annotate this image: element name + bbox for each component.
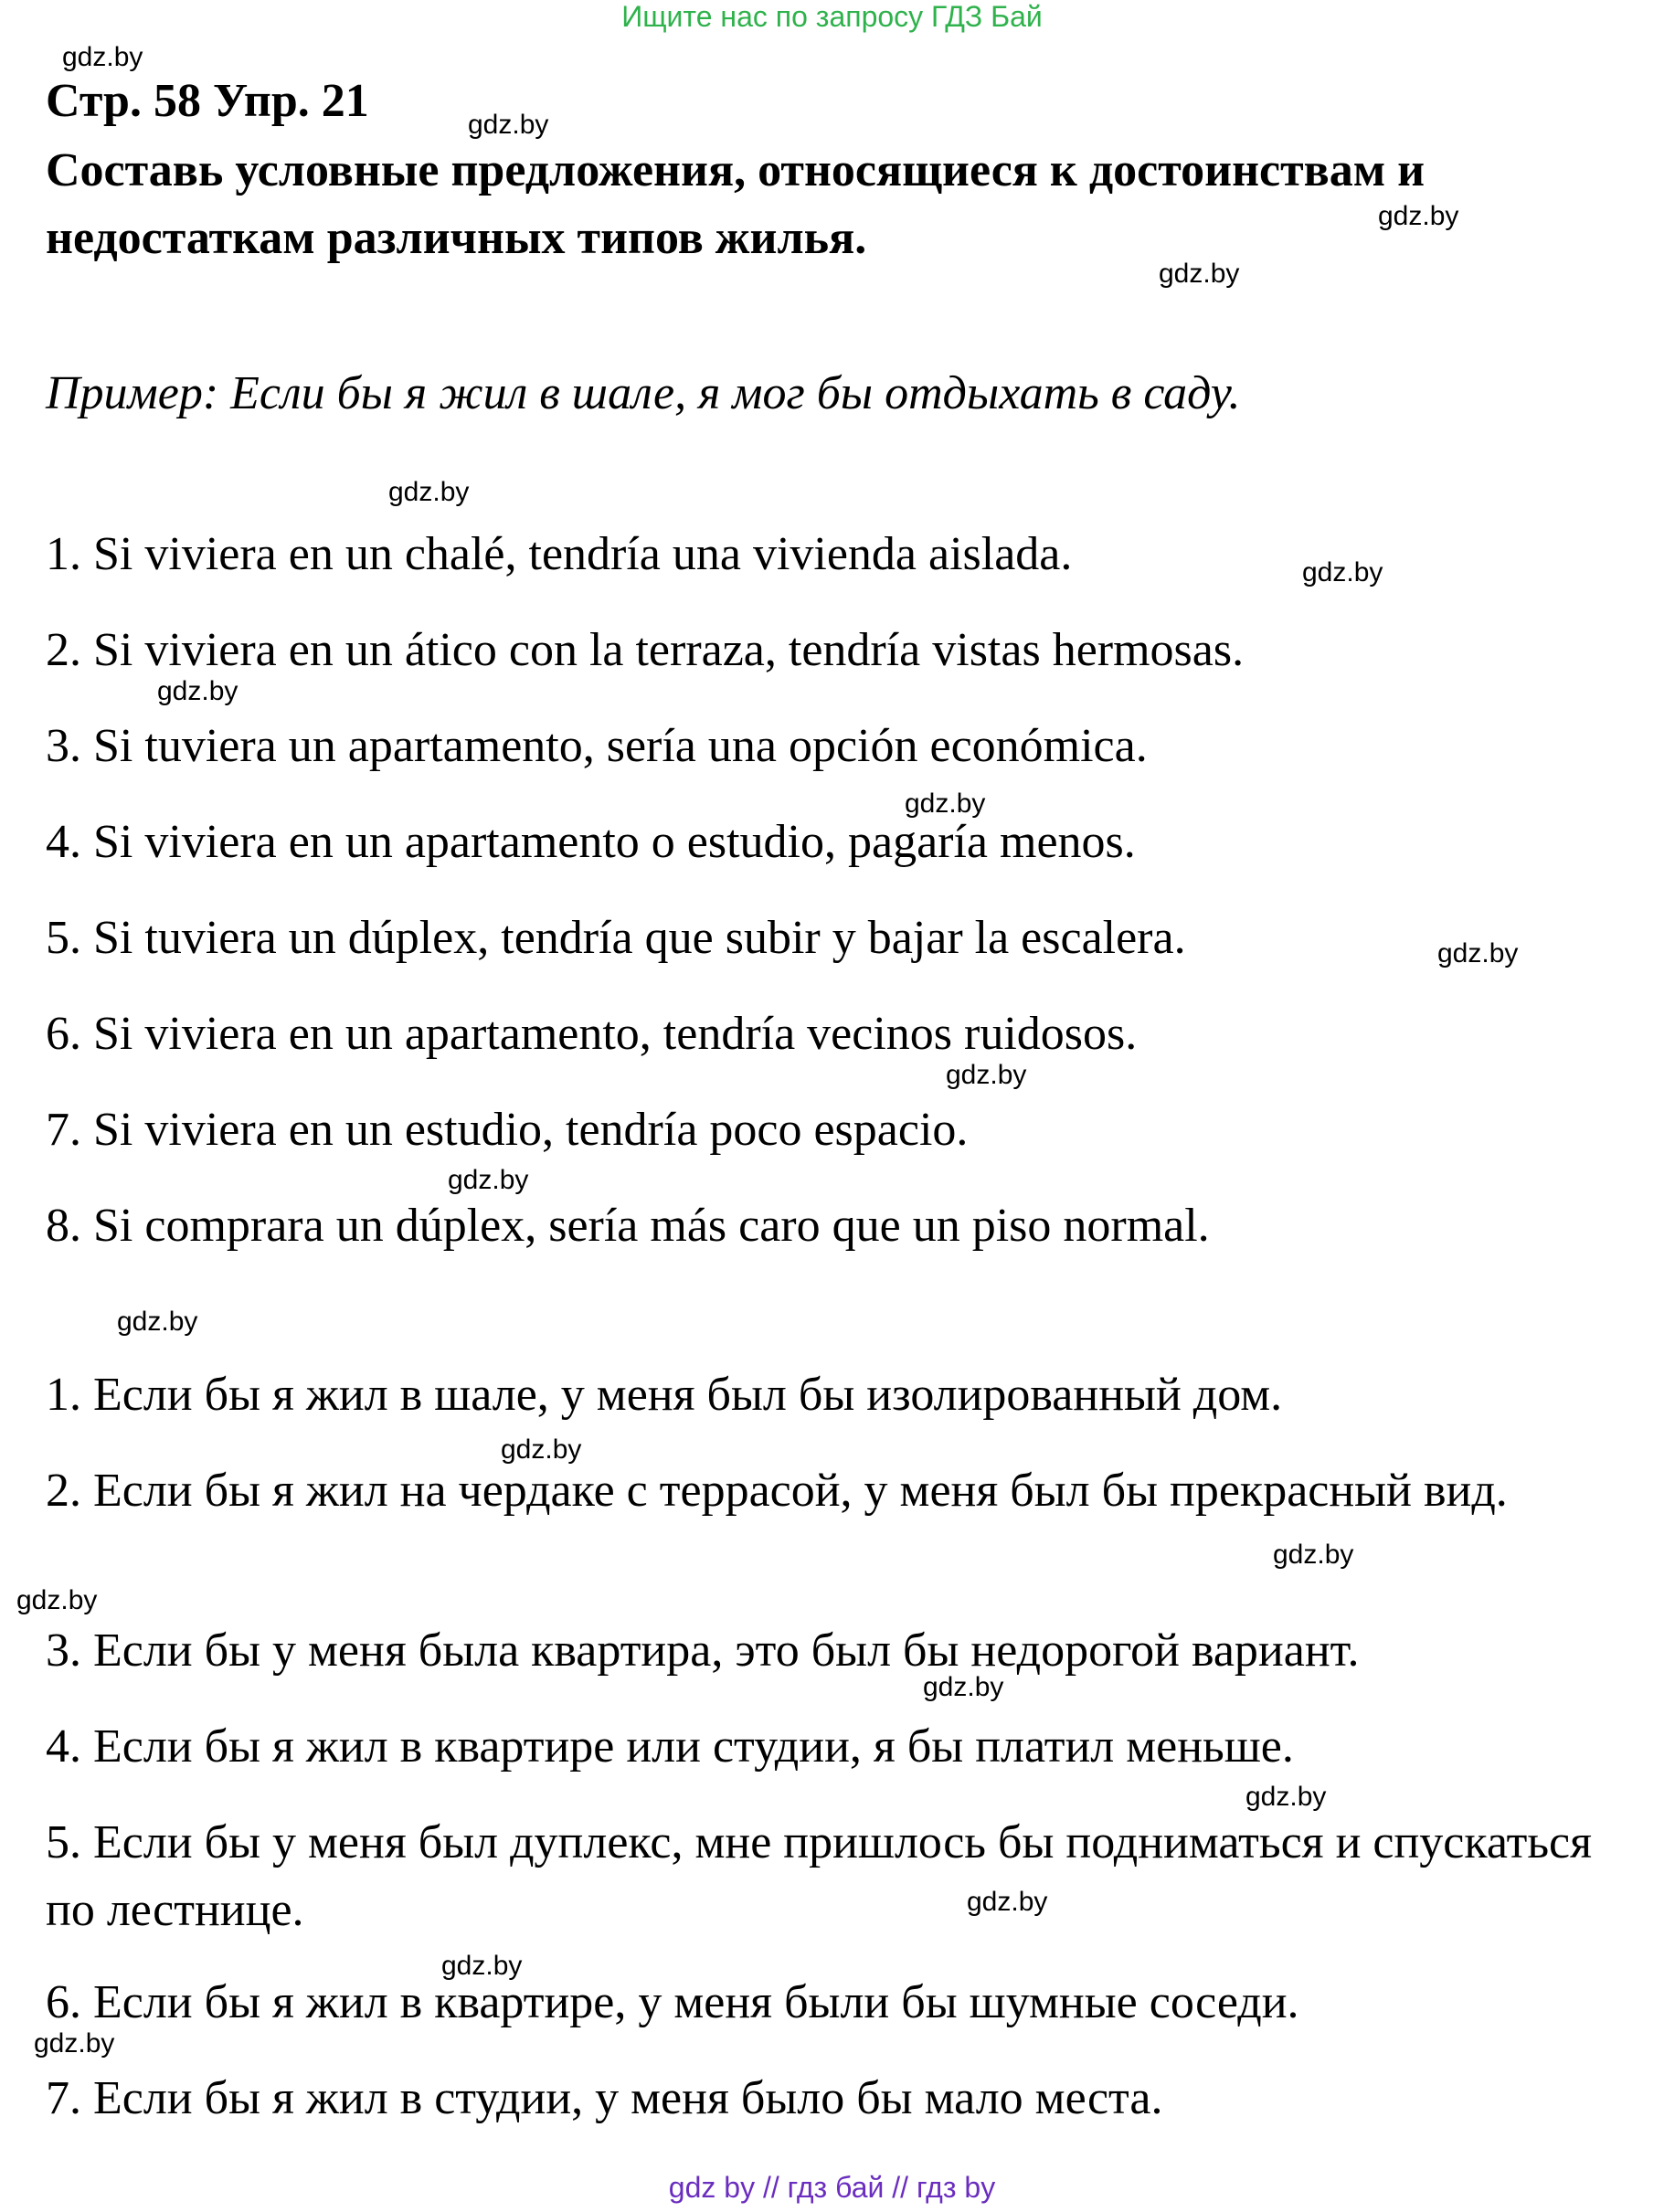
watermark: gdz.by: [117, 1307, 198, 1337]
spanish-sentence: 5. Si tuviera un dúplex, tendría que subir y bajar la escalera.: [46, 912, 1186, 964]
watermark: gdz.by: [501, 1434, 582, 1465]
russian-sentence: 2. Если бы я жил на чердаке с террасой, у меня был бы прекрасный вид.: [46, 1465, 1508, 1517]
russian-sentence: 6. Если бы я жил в квартире, у меня были бы шумные соседи.: [46, 1976, 1299, 2028]
watermark: gdz.by: [1245, 1782, 1327, 1812]
footer-links: gdz by // гдз бай // гдз by: [668, 2171, 996, 2204]
watermark: gdz.by: [34, 2028, 115, 2059]
watermark: gdz.by: [1378, 201, 1459, 231]
top-banner: Ищите нас по запросу ГДЗ Бай: [621, 0, 1043, 33]
watermark: gdz.by: [1159, 259, 1240, 289]
spanish-sentence: 3. Si tuviera un apartamento, sería una opción económica.: [46, 720, 1148, 772]
watermark: gdz.by: [468, 110, 549, 140]
watermark: gdz.by: [441, 1951, 523, 1981]
spanish-sentence: 4. Si viviera en un apartamento o estudio, pagaría menos.: [46, 816, 1136, 868]
spanish-sentence: 2. Si viviera en un ático con la terraza, tendría vistas hermosas.: [46, 624, 1245, 676]
page-title: Стр. 58 Упр. 21: [46, 75, 369, 127]
watermark: gdz.by: [16, 1585, 98, 1615]
example-text: Пример: Если бы я жил в шале, я мог бы отдыхать в саду.: [46, 367, 1241, 419]
watermark: gdz.by: [946, 1060, 1027, 1090]
spanish-sentence: 8. Si comprara un dúplex, sería más caro que un piso normal.: [46, 1200, 1210, 1252]
watermark: gdz.by: [923, 1672, 1004, 1702]
watermark: gdz.by: [1273, 1540, 1354, 1570]
watermark: gdz.by: [1437, 938, 1519, 968]
spanish-sentence: 1. Si viviera en un chalé, tendría una vivienda aislada.: [46, 528, 1073, 580]
watermark: gdz.by: [157, 676, 238, 706]
task-text: Составь условные предложения, относящиеся к достоинствам и недостаткам различных типов жилья.: [46, 144, 1426, 264]
russian-sentence: 4. Если бы я жил в квартире или студии, я бы платил меньше.: [46, 1720, 1294, 1773]
russian-sentence: 1. Если бы я жил в шале, у меня был бы изолированный дом.: [46, 1369, 1283, 1421]
russian-sentence: 5. Если бы у меня был дуплекс, мне пришлось бы подниматься и спускаться по лестнице.: [46, 1816, 1593, 1936]
russian-sentence: 3. Если бы у меня была квартира, это был бы недорогой вариант.: [46, 1625, 1360, 1677]
watermark: gdz.by: [448, 1165, 529, 1195]
watermark: gdz.by: [388, 477, 470, 507]
watermark: gdz.by: [905, 788, 986, 819]
watermark: gdz.by: [62, 42, 143, 72]
watermark: gdz.by: [1302, 557, 1383, 587]
spanish-sentence: 7. Si viviera en un estudio, tendría poco espacio.: [46, 1104, 969, 1156]
watermark: gdz.by: [967, 1887, 1048, 1917]
russian-sentence: 7. Если бы я жил в студии, у меня было бы мало места.: [46, 2072, 1163, 2124]
spanish-sentence: 6. Si viviera en un apartamento, tendría vecinos ruidosos.: [46, 1008, 1138, 1060]
